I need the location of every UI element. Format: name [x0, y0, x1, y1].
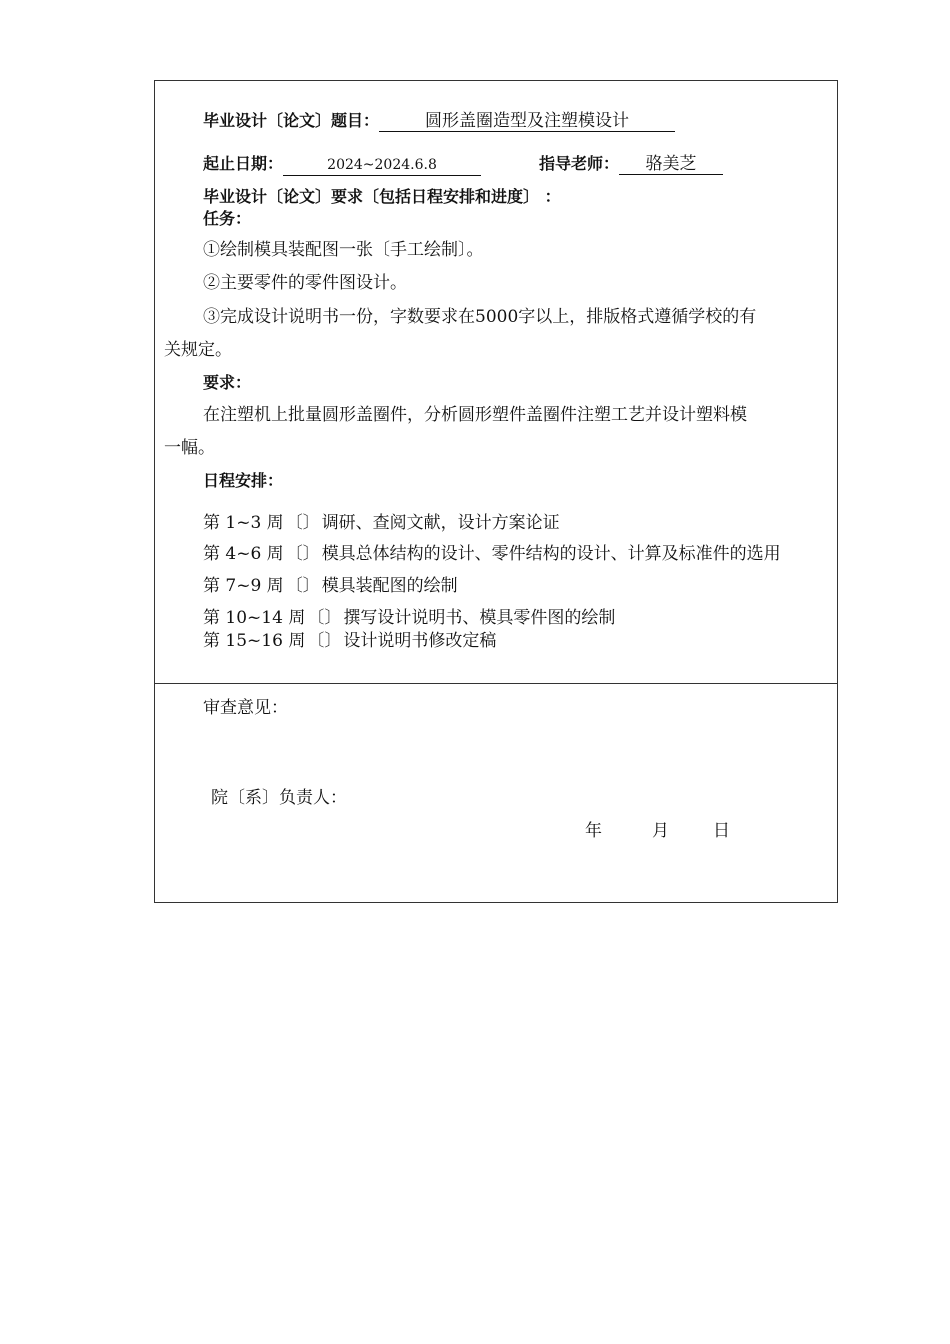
date-row [203, 153, 481, 176]
schedule-task: 模具总体结构的设计、零件结构的设计、计算及标准件的选用 [321, 544, 781, 564]
schedule-paren: 〔〕 [307, 631, 342, 651]
sign-date [585, 820, 730, 842]
schedule-task: 模具装配图的绘制 [321, 576, 458, 596]
schedule-paren: 〔〕 [307, 608, 342, 628]
schedule-task: 调研、查阅文献，设计方案论证 [321, 513, 560, 533]
schedule-week: 第 10~14 周 [203, 608, 306, 628]
req-text-line-2: 一幅。 [164, 438, 215, 458]
section-divider [155, 683, 837, 684]
task-item-3: ③完成设计说明书一份，字数要求在5000字以上，排版格式遵循学校的有 [203, 307, 757, 327]
requirements-heading: 毕业设计〔论文〕要求〔包括日程安排和进度〕 ： [203, 187, 561, 206]
advisor-row [539, 153, 723, 175]
schedule-task: 设计说明书修改定稿 [343, 631, 497, 651]
task-item-2: ②主要零件的零件图设计。 [203, 273, 407, 293]
schedule-paren: 〔〕 [285, 544, 320, 564]
day-label: 日 [713, 821, 730, 841]
schedule-row [203, 630, 496, 652]
task-form-table [154, 80, 838, 903]
topic-value: 圆形盖圈造型及注塑模设计 [379, 111, 675, 132]
task-item-3-continued: 关规定。 [164, 340, 232, 360]
req-text-line-1: 在注塑机上批量圆形盖圈件，分析圆形塑件盖圈件注塑工艺并设计塑料模 [203, 405, 747, 425]
topic-label: 毕业设计〔论文〕题目： [203, 111, 380, 130]
schedule-heading: 日程安排： [203, 471, 284, 490]
req-heading: 要求： [203, 373, 252, 392]
schedule-paren: 〔〕 [285, 576, 320, 596]
schedule-row [203, 607, 615, 629]
schedule-paren: 〔〕 [285, 513, 320, 533]
month-label: 月 [652, 821, 669, 841]
advisor-value: 骆美芝 [619, 154, 723, 175]
date-value: 2024~2024.6.8 [283, 155, 481, 176]
schedule-row [203, 512, 560, 534]
year-label: 年 [585, 821, 602, 841]
dept-head-label: 院〔系〕负责人： [211, 788, 347, 808]
date-label: 起止日期： [203, 154, 284, 173]
schedule-week: 第 1~3 周 [203, 513, 284, 533]
schedule-week: 第 4~6 周 [203, 544, 284, 564]
advisor-label: 指导老师： [539, 154, 620, 173]
schedule-row [203, 543, 781, 565]
task-item-1: ①绘制模具装配图一张〔手工绘制〕。 [203, 240, 484, 260]
task-heading: 任务： [203, 209, 252, 228]
schedule-task: 撰写设计说明书、模具零件图的绘制 [343, 608, 616, 628]
schedule-week: 第 15~16 周 [203, 631, 306, 651]
topic-row [203, 110, 675, 132]
review-opinion-label: 审查意见： [203, 698, 288, 718]
schedule-week: 第 7~9 周 [203, 576, 284, 596]
schedule-row [203, 575, 458, 597]
